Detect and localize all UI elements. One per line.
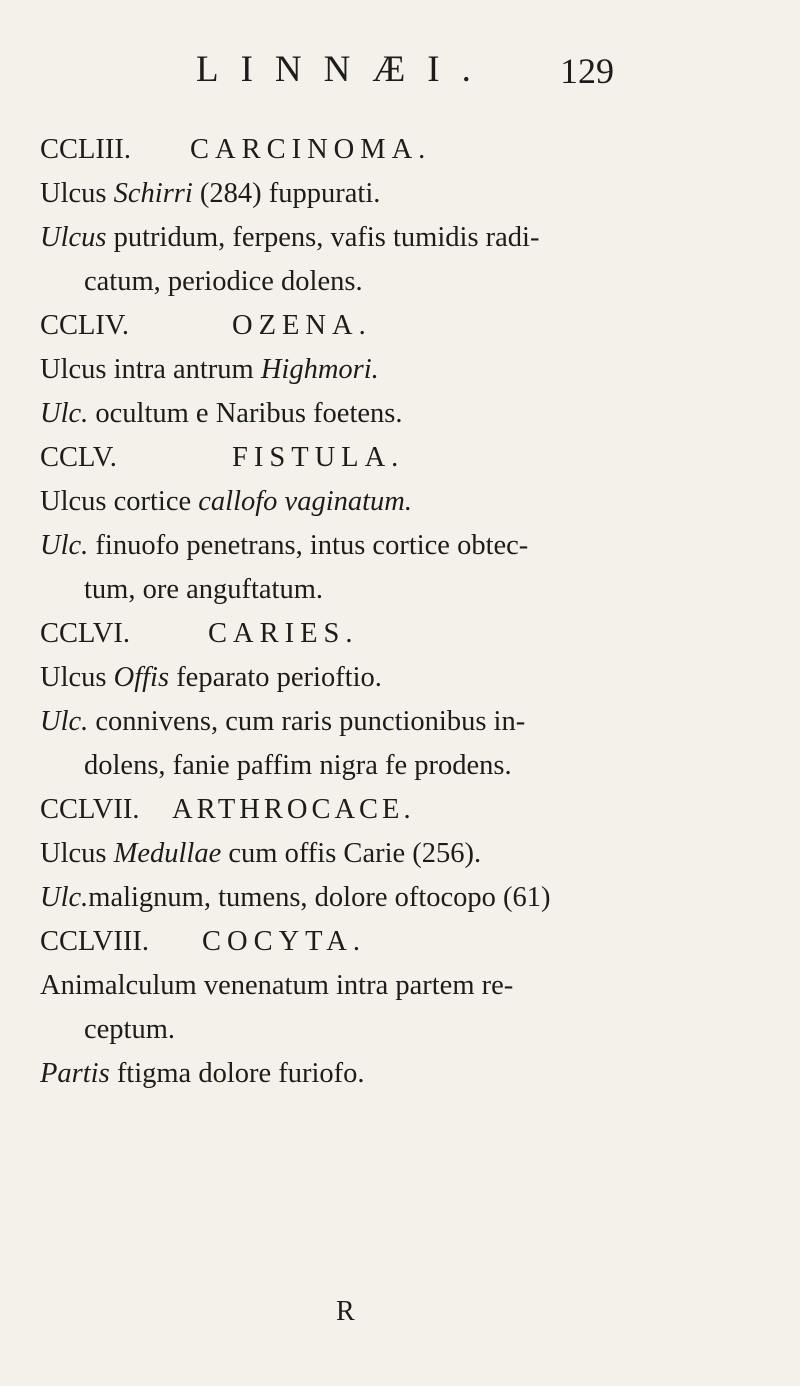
disease-name: ARTHROCACE.	[172, 794, 415, 825]
page-header	[0, 48, 800, 98]
disease-name: FISTULA.	[232, 442, 405, 473]
description-line: catum, periodice dolens.	[84, 266, 363, 297]
description-line: Ulc. ocultum e Naribus foetens.	[40, 398, 403, 429]
definition-line: Ulcus cortice callofo vaginatum.	[40, 486, 413, 517]
entry-number: CCLV.	[40, 442, 117, 473]
description-line: tum, ore anguftatum.	[84, 574, 324, 605]
definition-line: Ulcus Medullae cum offis Carie (256).	[40, 838, 482, 869]
running-head: LINNÆI.	[196, 49, 493, 90]
disease-name: CARIES.	[208, 618, 359, 649]
disease-name: CARCINOMA.	[190, 134, 432, 165]
entry-number: CCLIII.	[40, 134, 132, 165]
entry-heading	[40, 312, 372, 341]
entry-heading	[40, 620, 358, 649]
page-number: 129	[560, 51, 614, 91]
entry-heading	[40, 444, 404, 473]
entry-heading	[40, 796, 415, 825]
entry-number: CCLIV.	[40, 310, 129, 341]
entry-heading	[40, 136, 431, 165]
disease-name: COCYTA.	[202, 926, 367, 957]
description-line: Ulc.malignum, tumens, dolore oftocopo (61)	[40, 882, 551, 913]
description-line: dolens, fanie paffim nigra fe prodens.	[84, 750, 512, 781]
definition-line: Ulcus Offis feparato perioftio.	[40, 662, 382, 693]
description-line: Ulc. connivens, cum raris punctionibus in-	[40, 706, 526, 737]
entry-number: CCLVIII.	[40, 926, 149, 957]
signature-mark: R	[336, 1296, 355, 1327]
definition-line: Animalculum venenatum intra partem re-	[40, 970, 514, 1001]
entry-heading	[40, 928, 366, 957]
description-line: Partis ftigma dolore furiofo.	[40, 1058, 365, 1089]
entry-number: CCLVI.	[40, 618, 131, 649]
disease-name: OZENA.	[232, 310, 372, 341]
definition-line: ceptum.	[84, 1014, 176, 1045]
entry-number: CCLVII.	[40, 794, 140, 825]
description-line: Ulcus putridum, ferpens, vafis tumidis radi-	[40, 222, 540, 253]
definition-line: Ulcus intra antrum Highmori.	[40, 354, 379, 385]
definition-line: Ulcus Schirri (284) fuppurati.	[40, 178, 381, 209]
description-line: Ulc. finuofo penetrans, intus cortice obtec-	[40, 530, 529, 561]
